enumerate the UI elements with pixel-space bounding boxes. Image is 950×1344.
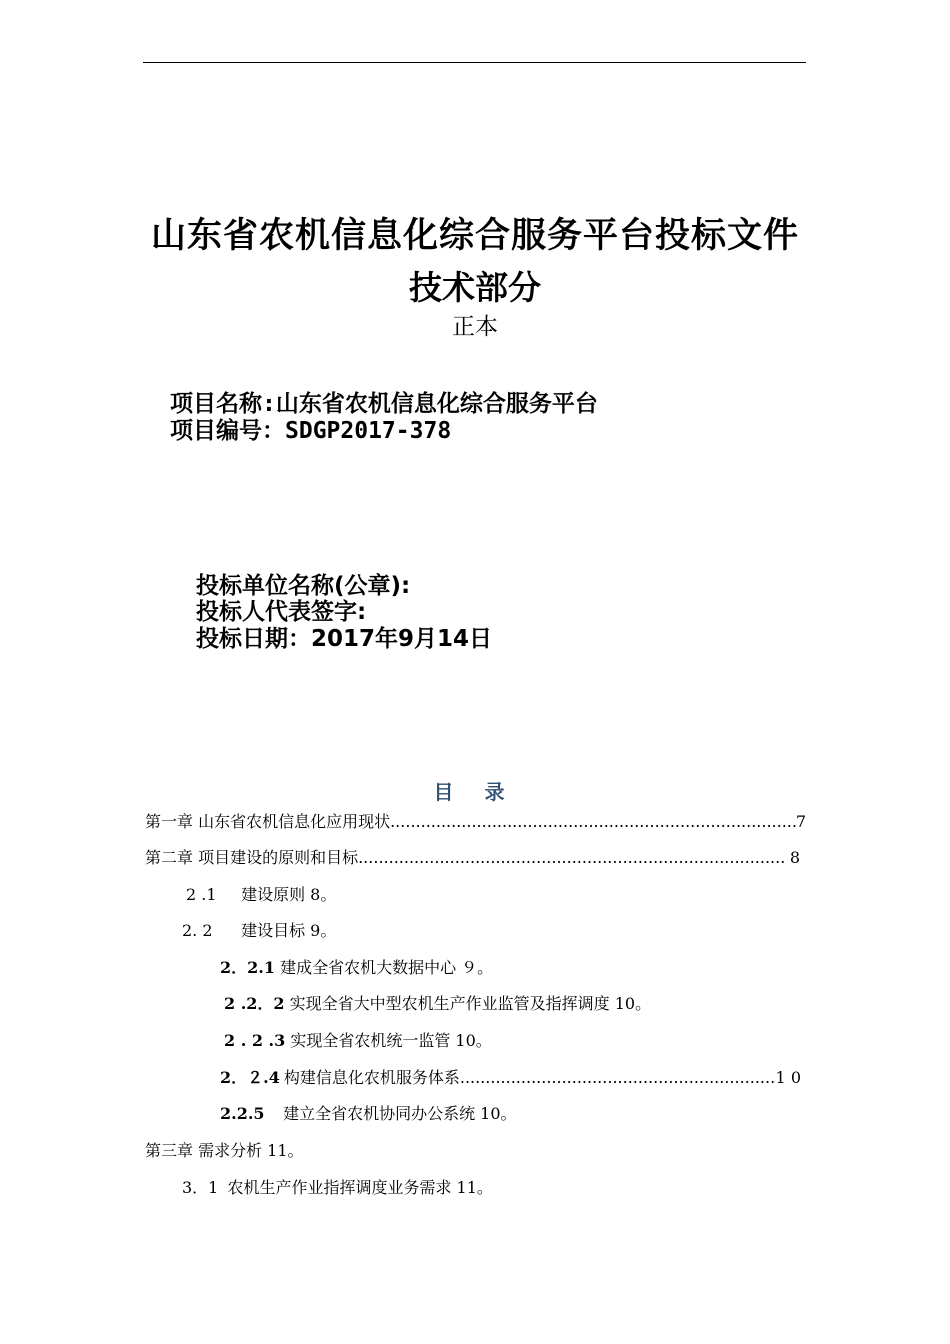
- project-name: 项目名称:山东省农机信息化综合服务平台: [170, 391, 598, 417]
- toc-entry-text: 建设原则 8。: [241, 885, 337, 904]
- document-title: 山东省农机信息化综合服务平台投标文件: [150, 215, 799, 256]
- toc-entry-text: 第二章 项目建设的原则和目标: [145, 848, 359, 867]
- toc-entry-number: 2．２.4: [220, 1068, 280, 1087]
- toc-title: 目 录: [433, 780, 517, 804]
- toc-entry-page: 1 0: [775, 1068, 801, 1087]
- toc-entry-page: 7: [795, 812, 806, 831]
- toc-entry-number: 3．1: [182, 1178, 219, 1197]
- toc-entry-number: 2. 2: [182, 921, 213, 940]
- toc-leader: [390, 812, 796, 831]
- copy-type: 正本: [452, 314, 498, 340]
- toc-entry-text: 实现全省农机统一监管 10。: [290, 1031, 492, 1050]
- toc-entry-number: 2 .1: [186, 885, 217, 904]
- bidder-representative: 投标人代表签字:: [196, 599, 367, 625]
- toc-entry-text: 构建信息化农机服务体系: [283, 1068, 460, 1087]
- toc-entry-number: 2．2.1: [220, 958, 275, 977]
- toc-entry-number: 2.2.5: [220, 1104, 265, 1123]
- toc-entry[interactable]: [186, 882, 336, 905]
- toc-entry-text: 建成全省农机大数据中心 ９。: [280, 958, 494, 977]
- toc-entry[interactable]: [224, 1028, 492, 1051]
- toc-entry-page: 8: [789, 848, 800, 867]
- toc-entry-text: 第一章 山东省农机信息化应用现状: [145, 812, 391, 831]
- toc-entry[interactable]: [145, 809, 806, 832]
- toc-entry[interactable]: [220, 955, 493, 978]
- toc-entry-text: 实现全省大中型农机生产作业监管及指挥调度 10。: [289, 994, 652, 1013]
- toc-entry[interactable]: [220, 1065, 801, 1088]
- toc-entry[interactable]: [145, 1138, 304, 1161]
- toc-entry-text: 农机生产作业指挥调度业务需求 11。: [227, 1178, 493, 1197]
- toc-leader: [358, 848, 786, 867]
- toc-entry-text: 建设目标 9。: [241, 921, 337, 940]
- header-rule: [143, 62, 806, 63]
- bidder-name: 投标单位名称(公章):: [196, 573, 411, 599]
- project-number: 项目编号：SDGP2017-378: [170, 418, 452, 444]
- toc-entry-text: 建立全省农机协同办公系统 10。: [283, 1104, 517, 1123]
- document-subtitle: 技术部分: [409, 268, 541, 307]
- toc-entry[interactable]: [220, 1101, 517, 1124]
- toc-entry[interactable]: [145, 845, 800, 868]
- toc-leader: [460, 1068, 776, 1087]
- toc-entry[interactable]: [224, 991, 651, 1014]
- toc-entry[interactable]: [182, 918, 336, 941]
- toc-entry-number: 2 .2．2: [224, 994, 285, 1013]
- bid-date: 投标日期：2017年9月14日: [196, 626, 493, 652]
- toc-entry-number: 2 . 2 .3: [224, 1031, 286, 1050]
- toc-entry-text: 第三章 需求分析 11。: [145, 1141, 304, 1160]
- toc-entry[interactable]: [182, 1175, 493, 1198]
